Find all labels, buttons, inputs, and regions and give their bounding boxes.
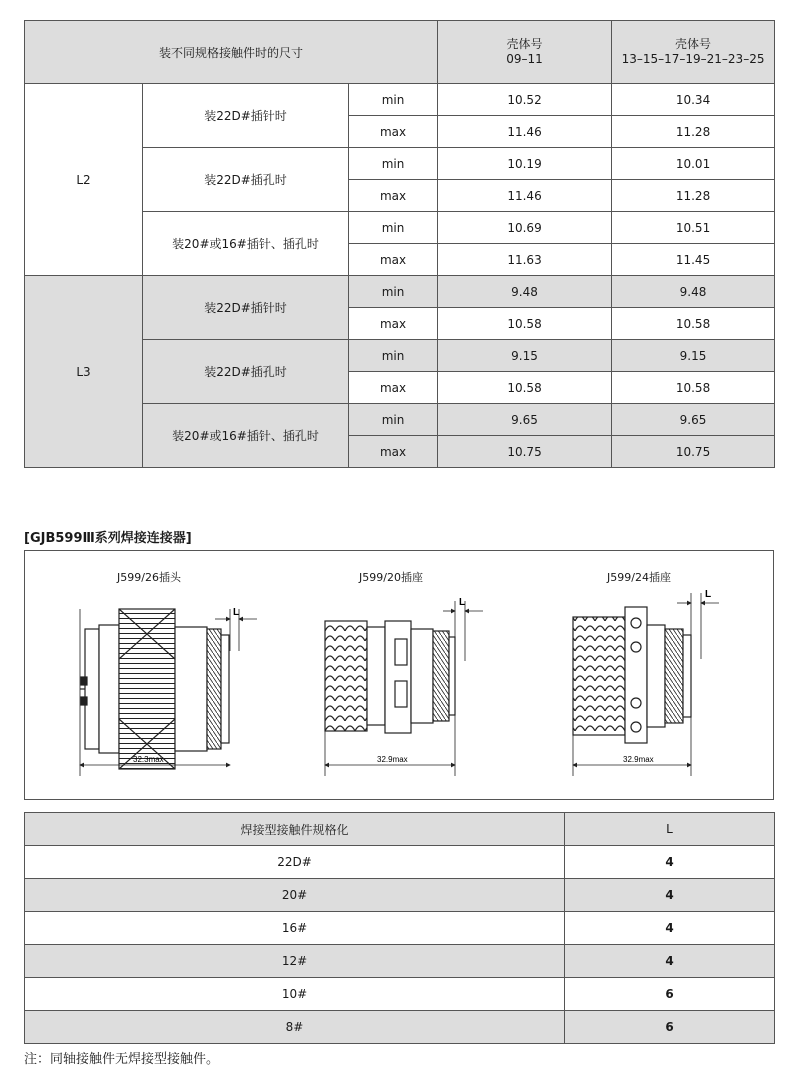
footnote: 注：同轴接触件无焊接型接触件。	[24, 1052, 220, 1067]
table-row	[25, 84, 775, 116]
connector-drawings	[25, 551, 773, 799]
value-cell: 11.28	[612, 116, 775, 148]
value-cell: 9.48	[612, 276, 775, 308]
table-header-row	[25, 813, 775, 846]
min-label: min	[349, 148, 438, 180]
dim-label: 32.9max	[623, 755, 654, 764]
value-cell: 10.58	[438, 372, 612, 404]
l-header: L	[565, 813, 775, 846]
plug-drawing	[80, 609, 257, 776]
contact-size: 20#	[25, 879, 565, 912]
value-cell: 9.48	[438, 276, 612, 308]
contact-size: 8#	[25, 1011, 565, 1044]
value-cell: 10.75	[612, 436, 775, 468]
l-value: 4	[565, 912, 775, 945]
value-cell: 10.19	[438, 148, 612, 180]
table-row	[25, 276, 775, 308]
shell-col1-title: 壳体号	[506, 37, 543, 51]
receptacle-20-label: J599/20插座	[359, 571, 423, 584]
table-header-row	[25, 21, 775, 84]
contact-label: 装22D#插孔时	[143, 148, 349, 212]
l-value: 4	[565, 879, 775, 912]
value-cell: 9.15	[612, 340, 775, 372]
value-cell: 10.51	[612, 212, 775, 244]
contact-label: 装22D#插孔时	[143, 340, 349, 404]
min-label: min	[349, 276, 438, 308]
receptacle-24-label: J599/24插座	[607, 571, 671, 584]
contact-size: 12#	[25, 945, 565, 978]
dimension-table	[24, 20, 775, 468]
value-cell: 11.46	[438, 180, 612, 212]
value-cell: 10.58	[438, 308, 612, 340]
contact-size-header: 焊接型接触件规格化	[25, 813, 565, 846]
receptacle-20-drawing	[325, 601, 483, 776]
max-label: max	[349, 116, 438, 148]
contact-size: 22D#	[25, 846, 565, 879]
l-value: 4	[565, 945, 775, 978]
min-label: min	[349, 84, 438, 116]
contact-label: 装20#或16#插针、插孔时	[143, 212, 349, 276]
solder-contact-table	[24, 812, 775, 1044]
value-cell: 10.69	[438, 212, 612, 244]
value-cell: 9.65	[438, 404, 612, 436]
l-label: L	[705, 589, 712, 600]
l-value: 4	[565, 846, 775, 879]
contact-label: 装22D#插针时	[143, 84, 349, 148]
shell-col1-header	[438, 21, 612, 84]
contact-label: 装20#或16#插针、插孔时	[143, 404, 349, 468]
value-cell: 10.52	[438, 84, 612, 116]
value-cell: 9.15	[438, 340, 612, 372]
min-label: min	[349, 212, 438, 244]
value-cell: 10.34	[612, 84, 775, 116]
table-row	[25, 978, 775, 1011]
shell-col2-header	[612, 21, 775, 84]
contact-size: 16#	[25, 912, 565, 945]
max-label: max	[349, 244, 438, 276]
value-cell: 10.58	[612, 372, 775, 404]
table-row	[25, 1011, 775, 1044]
value-cell: 11.46	[438, 116, 612, 148]
table-row	[25, 945, 775, 978]
group-l2: L2	[25, 84, 143, 276]
value-cell: 11.45	[612, 244, 775, 276]
contact-label: 装22D#插针时	[143, 276, 349, 340]
shell-col1-sub: 09–11	[506, 52, 543, 66]
max-label: max	[349, 180, 438, 212]
contact-size: 10#	[25, 978, 565, 1011]
connector-figure	[24, 550, 774, 800]
plug-label: J599/26插头	[117, 571, 181, 584]
table-row	[25, 846, 775, 879]
shell-col2-sub: 13–15–17–19–21–23–25	[621, 52, 765, 66]
shell-col2-title: 壳体号	[675, 37, 712, 51]
table-row	[25, 879, 775, 912]
section-title: [GJB599Ⅲ系列焊接连接器]	[24, 531, 192, 546]
dim-label: 32.9max	[377, 755, 408, 764]
value-cell: 11.63	[438, 244, 612, 276]
dim-header: 装不同规格接触件时的尺寸	[25, 21, 438, 84]
min-label: min	[349, 340, 438, 372]
value-cell: 11.28	[612, 180, 775, 212]
value-cell: 10.01	[612, 148, 775, 180]
max-label: max	[349, 308, 438, 340]
receptacle-24-drawing	[573, 593, 719, 776]
dim-label: 32.3max	[133, 755, 164, 764]
value-cell: 9.65	[612, 404, 775, 436]
max-label: max	[349, 436, 438, 468]
l-value: 6	[565, 978, 775, 1011]
l-value: 6	[565, 1011, 775, 1044]
value-cell: 10.58	[612, 308, 775, 340]
table-row	[25, 912, 775, 945]
group-l3: L3	[25, 276, 143, 468]
l-label: L	[459, 597, 466, 608]
min-label: min	[349, 404, 438, 436]
l-label: L	[233, 607, 240, 618]
value-cell: 10.75	[438, 436, 612, 468]
max-label: max	[349, 372, 438, 404]
